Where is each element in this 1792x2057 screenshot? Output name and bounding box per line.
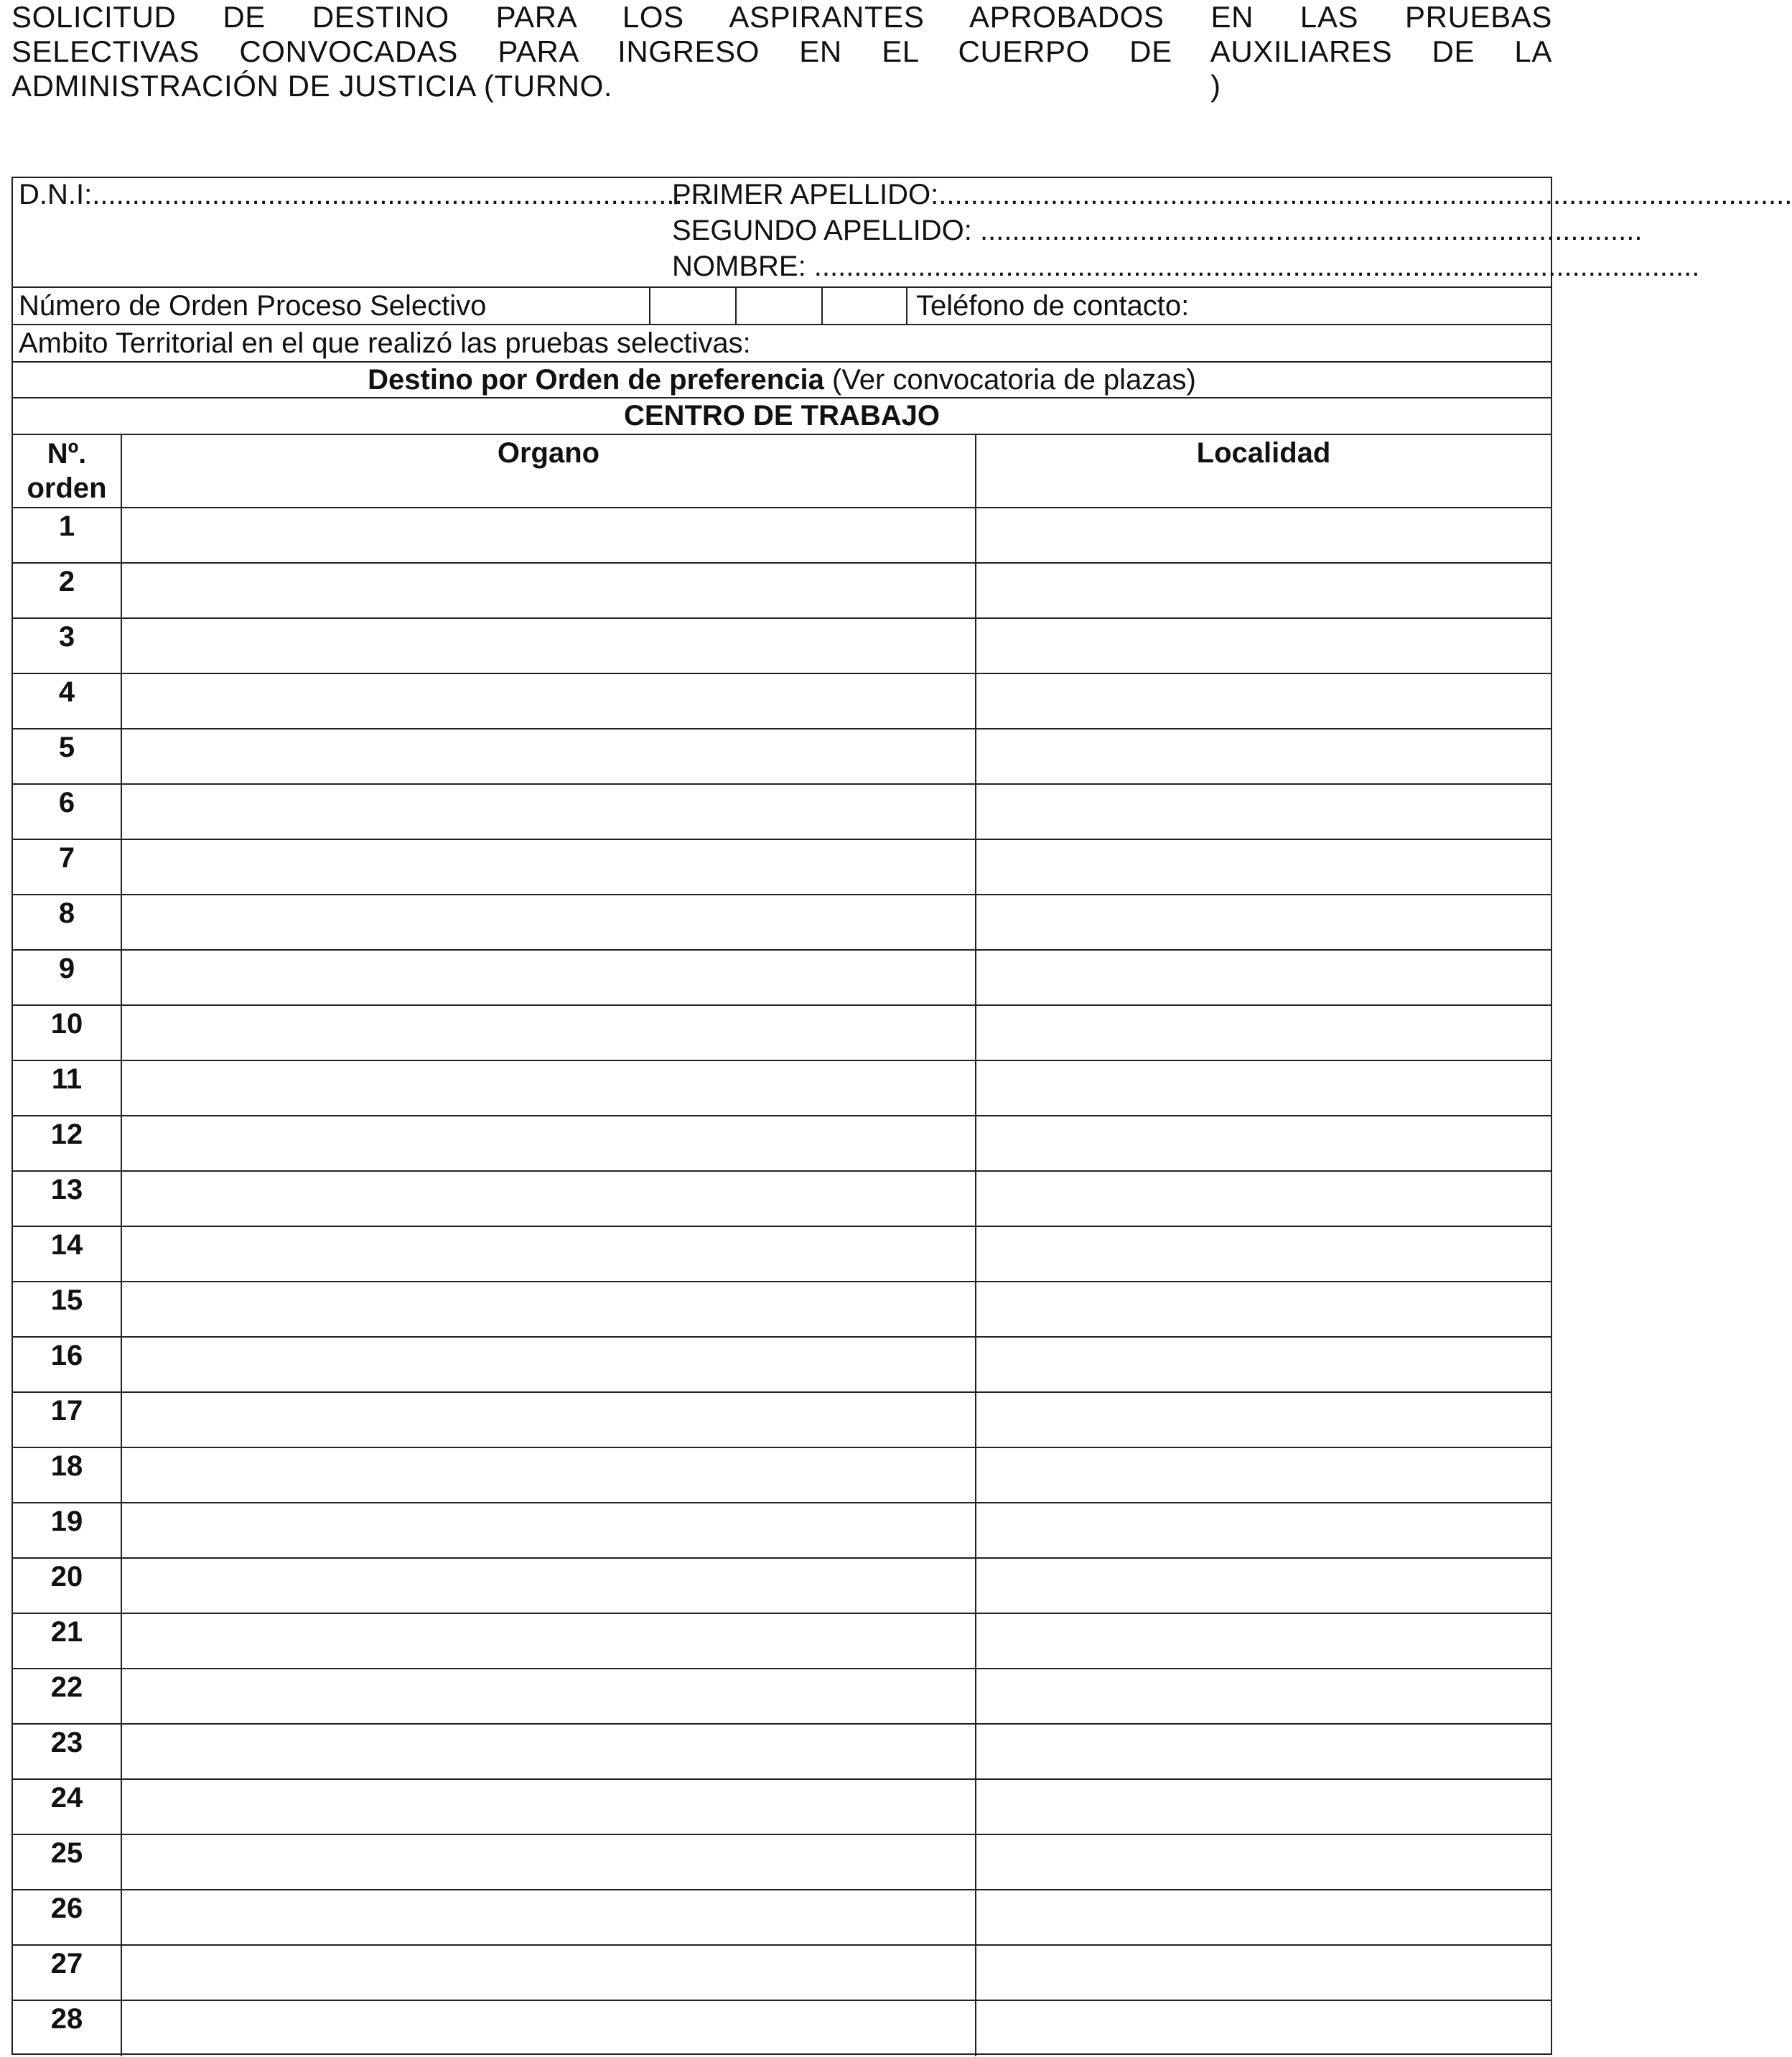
organo-cell[interactable] [122,1559,975,1613]
orden-box-divider [906,288,907,324]
primer-apellido-dots: ........................................................................................................... [938,179,1792,210]
organo-cell[interactable] [122,1835,975,1889]
row-number: 2 [58,566,75,597]
row-number: 10 [50,1008,83,1040]
row-number: 3 [58,621,75,653]
primer-apellido-label: PRIMER APELLIDO: [672,179,939,210]
organo-cell[interactable] [122,1172,975,1226]
col-header-num-line2: orden [27,472,107,504]
table-row [13,1227,1551,1282]
organo-cell[interactable] [122,2001,975,2056]
table-row [13,2001,1551,2056]
localidad-cell[interactable] [976,508,1551,562]
table-row [13,1172,1551,1227]
organo-cell[interactable] [122,1669,975,1723]
localidad-cell[interactable] [976,564,1551,617]
segundo-apellido-dots: ................................................................................... [971,215,1643,246]
row-number: 14 [50,1229,83,1261]
row-number: 1 [58,510,75,542]
localidad-cell[interactable] [976,619,1551,673]
row-number: 19 [50,1506,83,1537]
localidad-cell[interactable] [976,674,1551,728]
localidad-cell[interactable] [976,1669,1551,1723]
row-number: 16 [50,1340,83,1371]
heading-line-1: SOLICITUD DE DESTINO PARA LOS ASPIRANTES APROBADOS EN LAS PRUEBAS [11,0,1552,34]
organo-cell[interactable] [122,1890,975,1944]
row-number: 7 [58,842,75,874]
table-row [13,1614,1551,1669]
table-row [13,1338,1551,1393]
heading-turno-close: ) [1210,69,1221,103]
centro-trabajo-row [13,398,1551,435]
organo-cell[interactable] [122,1338,975,1391]
table-row [13,729,1551,785]
destino-heading-note: (Ver convocatoria de plazas) [823,364,1196,396]
table-row [13,619,1551,674]
organo-cell[interactable] [122,1780,975,1834]
orden-label: Número de Orden Proceso Selectivo [19,290,487,322]
telefono-field[interactable] [916,289,1189,322]
row-number: 5 [58,732,75,763]
localidad-cell[interactable] [976,1503,1551,1557]
organo-cell[interactable] [122,1282,975,1336]
row-number: 9 [58,953,75,984]
localidad-cell[interactable] [976,1835,1551,1889]
table-row [13,1393,1551,1448]
organo-cell[interactable] [122,1503,975,1557]
telefono-label: Teléfono de contacto: [916,290,1190,322]
row-number: 18 [50,1450,83,1482]
nombre-field[interactable] [672,250,1700,283]
column-header-row [13,435,1551,508]
organo-cell[interactable] [122,729,975,783]
organo-cell[interactable] [122,1614,975,1668]
row-number: 24 [50,1782,83,1814]
row-number: 21 [50,1616,83,1648]
organo-cell[interactable] [122,951,975,1004]
table-row [13,951,1551,1006]
row-number: 12 [50,1119,83,1150]
destino-heading-bold: Destino por Orden de preferencia [368,364,824,396]
col-header-organo: Organo [497,437,600,469]
row-number: 15 [50,1284,83,1316]
table-row [13,1116,1551,1172]
localidad-cell[interactable] [976,1946,1551,2000]
table-row [13,1061,1551,1116]
table-row [13,674,1551,729]
row-number: 22 [50,1671,83,1703]
localidad-cell[interactable] [976,840,1551,894]
localidad-cell[interactable] [976,1559,1551,1613]
organo-cell[interactable] [122,840,975,894]
localidad-cell[interactable] [976,895,1551,949]
row-number: 17 [50,1395,83,1427]
orden-digit-box-2[interactable] [737,288,821,324]
localidad-cell[interactable] [976,1338,1551,1391]
table-row [13,1503,1551,1559]
localidad-cell[interactable] [976,1061,1551,1115]
table-row [13,1006,1551,1061]
heading-line-2: SELECTIVAS CONVOCADAS PARA INGRESO EN EL CUERPO DE AUXILIARES DE LA [11,34,1552,68]
orden-digit-box-3[interactable] [823,288,906,324]
localidad-cell[interactable] [976,1614,1551,1668]
row-number: 6 [58,787,75,818]
row-number: 27 [50,1948,83,1979]
table-row [13,1946,1551,2001]
organo-cell[interactable] [122,1227,975,1281]
organo-cell[interactable] [122,1725,975,1778]
localidad-cell[interactable] [976,1780,1551,1834]
localidad-cell[interactable] [976,729,1551,783]
dni-dots: .............................................................................. [92,179,715,210]
destino-row [13,363,1551,398]
localidad-cell[interactable] [976,2001,1551,2056]
table-row [13,508,1551,564]
heading-line-3-text: ADMINISTRACIÓN DE JUSTICIA (TURNO. [11,69,613,103]
table-row [13,785,1551,840]
organo-cell[interactable] [122,1061,975,1115]
nombre-dots: ............................................................................................................... [806,251,1700,282]
row-number: 23 [50,1727,83,1758]
organo-cell[interactable] [122,1448,975,1502]
destino-heading [13,363,1551,396]
dni-label: D.N.I: [19,179,93,210]
nombre-label: NOMBRE: [672,251,806,282]
table-row [13,1890,1551,1946]
organo-cell[interactable] [122,674,975,728]
col-header-localidad: Localidad [1196,437,1331,469]
localidad-cell[interactable] [976,1393,1551,1447]
organo-cell[interactable] [122,785,975,839]
col-header-num-line1: Nº. [47,438,87,470]
table-row [13,1448,1551,1503]
col-header-num [13,437,121,505]
organo-cell[interactable] [122,1006,975,1060]
table-row [13,1559,1551,1614]
ambito-label: Ambito Territorial en el que realizó las pruebas selectivas: [19,327,751,359]
organo-cell[interactable] [122,1946,975,2000]
organo-cell[interactable] [122,1393,975,1447]
table-row [13,895,1551,951]
form-heading [11,0,1552,103]
organo-cell[interactable] [122,1116,975,1170]
row-number: 26 [50,1893,83,1924]
centro-trabajo-heading: CENTRO DE TRABAJO [623,400,941,432]
organo-cell[interactable] [122,619,975,673]
row-number: 11 [51,1063,83,1095]
row-number: 13 [50,1174,83,1205]
localidad-cell[interactable] [976,1227,1551,1281]
table-row [13,840,1551,895]
localidad-cell[interactable] [976,1725,1551,1778]
organo-cell[interactable] [122,564,975,617]
primer-apellido-field[interactable] [672,178,1792,211]
row-number: 28 [50,2003,83,2035]
orden-telefono-row [13,288,1551,325]
table-row [13,1669,1551,1725]
table-row [13,1282,1551,1338]
table-row [13,1835,1551,1890]
row-number: 25 [50,1837,83,1869]
localidad-cell[interactable] [976,785,1551,839]
row-number: 8 [58,897,75,929]
table-row [13,564,1551,619]
application-form [11,177,1792,2055]
segundo-apellido-label: SEGUNDO APELLIDO: [672,215,972,246]
organo-cell[interactable] [122,895,975,949]
dni-field[interactable] [19,178,715,211]
ambito-row[interactable] [13,325,1551,363]
preference-rows [13,508,1551,2053]
heading-line-3 [11,69,1552,103]
row-number: 20 [50,1561,83,1592]
organo-cell[interactable] [122,508,975,562]
localidad-cell[interactable] [976,1006,1551,1060]
table-row [13,1725,1551,1780]
localidad-cell[interactable] [976,1282,1551,1336]
localidad-cell[interactable] [976,1116,1551,1170]
localidad-cell[interactable] [976,951,1551,1004]
table-row [13,1780,1551,1835]
localidad-cell[interactable] [976,1448,1551,1502]
localidad-cell[interactable] [976,1172,1551,1226]
personal-data-row [13,178,1792,288]
localidad-cell[interactable] [976,1890,1551,1944]
segundo-apellido-field[interactable] [672,214,1643,247]
orden-digit-box-1[interactable] [650,288,735,324]
row-number: 4 [58,676,75,708]
